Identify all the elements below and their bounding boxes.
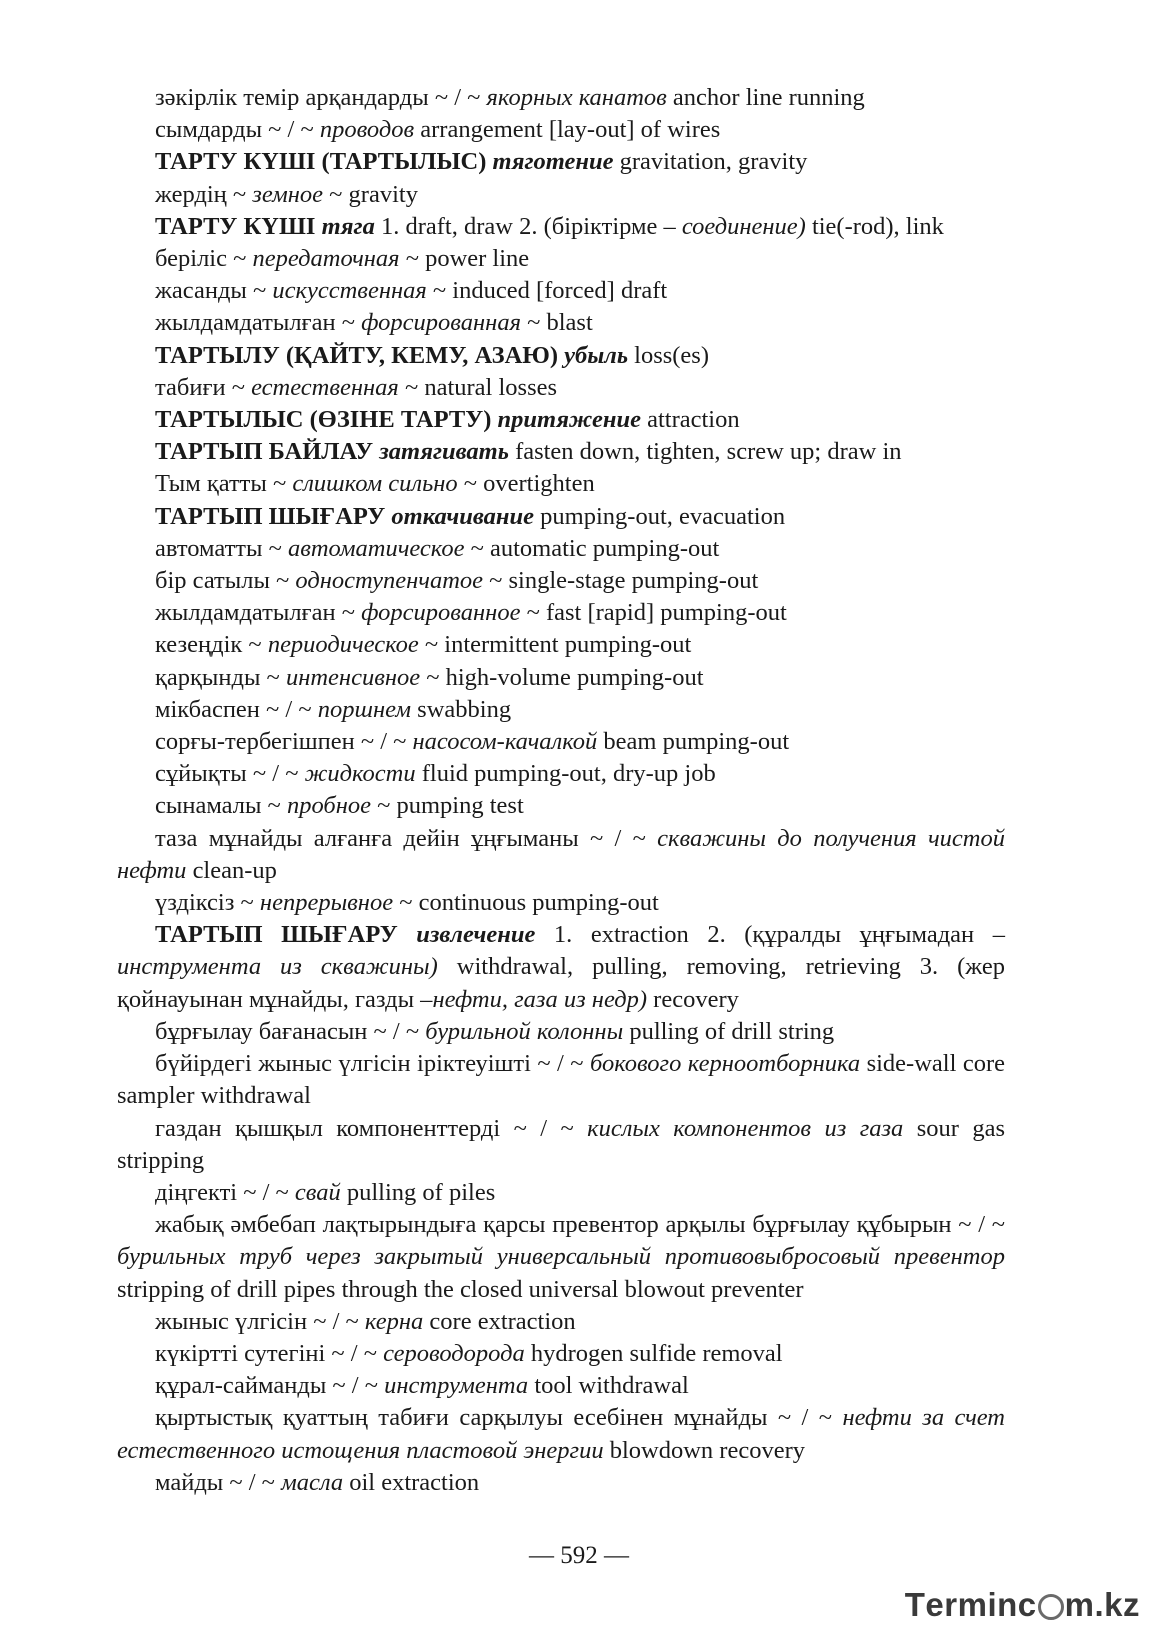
dictionary-entry [117,211,1005,243]
dictionary-entry [117,372,1005,404]
russian-term: форсированное [361,599,521,627]
watermark-text-c: m.kz [1064,1586,1140,1623]
russian-term: керна [364,1307,424,1335]
russian-term: земное [252,180,324,208]
entry-text: oil extraction [343,1468,480,1496]
dictionary-entry [117,823,1005,887]
dictionary-entry [117,1467,1005,1499]
dictionary-entry [117,1338,1005,1370]
termincom-watermark [905,1586,1140,1624]
headword-text: откачивание [391,502,535,530]
entry-text: recovery [647,985,739,1013]
entry-text: құрал-сайманды ~ / ~ [155,1372,385,1400]
entry-text: сұйықты ~ / ~ [155,760,305,788]
headword-text: извлечение [416,921,536,949]
dictionary-entry [117,1177,1005,1209]
entry-text: tie(-rod), link [805,212,944,240]
entry-text: қарқынды ~ [155,663,286,691]
russian-term: бурильных труб через закрытый универсальный противовыбросовый превентор [117,1243,1005,1271]
dictionary-entry [117,919,1005,1016]
entry-text: сорғы-тербегішпен ~ / ~ [155,728,413,756]
russian-term: слишком сильно [292,470,458,498]
entry-text: автоматты ~ [155,534,288,562]
watermark-text-a: T [904,1586,926,1623]
entry-text: side-wall core sampler withdrawal [117,1050,1005,1110]
entry-text: fluid pumping-out, dry-up job [415,760,716,788]
entry-text: күкіртті сутегіні ~ / ~ [155,1339,384,1367]
headword-text: притяжение [497,406,641,434]
entry-text: 1. draft, draw 2. (біріктірме – [374,212,682,240]
headword-text: ТАРТЫП ШЫҒАРУ [155,921,417,949]
entry-text: ~ overtighten [457,470,595,498]
dictionary-entry [117,307,1005,339]
dictionary-entry [117,179,1005,211]
entry-text: үздіксіз ~ [155,889,260,917]
entry-text: pumping-out, evacuation [534,502,786,530]
headword-text: ТАРТЫЛУ (ҚАЙТУ, КЕМУ, АЗАЮ) [155,341,565,369]
entry-text: pulling of drill string [623,1017,835,1045]
entry-text: Тым қатты ~ [155,470,293,498]
russian-term: бокового керноотборника [589,1050,861,1078]
headword-text: затягивать [379,438,509,466]
entry-text: attraction [640,406,740,434]
russian-term: масла [281,1468,344,1496]
dictionary-entry [117,565,1005,597]
headword-text: ТАРТЫП ШЫҒАРУ [155,502,392,530]
entry-text: майды ~ / ~ [155,1468,282,1496]
entry-text: зәкірлік темір арқандарды ~ / ~ [155,84,487,111]
entry-text: 1. extraction 2. (құралды ұңғымадан – [535,921,1005,949]
entry-text: ~ blast [520,309,593,337]
dictionary-entry [117,790,1005,822]
entry-text: ~ natural losses [398,373,558,401]
headword-text: ТАРТЫЛЫС (ӨЗІНЕ ТАРТУ) [155,406,498,434]
entry-text: ~ power line [399,245,530,273]
entry-text: кезеңдік ~ [155,631,268,659]
russian-term: насосом-качалкой [412,728,598,756]
dictionary-entry [117,275,1005,307]
russian-term: пробное [286,792,371,820]
entry-text: сымдарды ~ / ~ [155,116,320,144]
dictionary-entries [117,82,1005,1499]
entry-text: ~ pumping test [370,792,524,820]
russian-term: естественная [251,373,399,401]
russian-term: периодическое [267,631,419,659]
headword-text: ТАРТУ КҮШІ [155,212,322,240]
dictionary-entry [117,533,1005,565]
headword-text: ТАРТЫП БАЙЛАУ [155,438,380,466]
entry-text: hydrogen sulfide removal [524,1339,783,1367]
russian-term: инструмента [384,1372,529,1400]
russian-term: нефти, газа из недр) [432,985,648,1013]
dictionary-entry [117,758,1005,790]
dictionary-entry [117,340,1005,372]
dictionary-entry [117,501,1005,533]
russian-term: автоматическое [287,534,465,562]
dictionary-entry [117,1209,1005,1306]
entry-text: ~ gravity [323,180,418,208]
dictionary-entry [117,1402,1005,1466]
russian-term: передаточная [252,245,400,273]
entry-text: жылдамдатылған ~ [155,309,362,337]
entry-text: ~ high-volume pumping-out [420,663,704,691]
dictionary-entry [117,662,1005,694]
entry-text: жасанды ~ [155,277,273,305]
russian-term: интенсивное [285,663,421,691]
entry-text: жабық әмбебап лақтырындыға қарсы превентор арқылы бұрғылау құбырын ~ / ~ [155,1211,1005,1239]
entry-text: жердің ~ [155,180,253,208]
headword-text: тяга [321,212,375,240]
russian-term: якорных канатов [486,84,667,111]
page-number: — 592 — [529,1542,629,1569]
entry-text: fasten down, tighten, screw up; draw in [508,438,902,466]
dictionary-entry [117,436,1005,468]
entry-text: жыныс үлгісін ~ / ~ [155,1307,365,1335]
dictionary-entry [117,629,1005,661]
dictionary-entry [117,243,1005,275]
entry-text: stripping of drill pipes through the closed universal blowout preventer [117,1275,804,1303]
russian-term: поршнем [317,695,412,723]
dictionary-entry [117,1306,1005,1338]
russian-term: соединение) [681,212,806,240]
russian-term: свай [294,1178,341,1206]
entry-text: blowdown recovery [603,1436,805,1464]
entry-text: arrangement [lay-out] of wires [414,116,721,144]
dictionary-entry [117,1370,1005,1402]
entry-text: діңгекті ~ / ~ [155,1178,295,1206]
dictionary-entry [117,1016,1005,1048]
russian-term: инструмента из скважины) [117,953,438,981]
entry-text: ~ fast [rapid] pumping-out [520,599,787,627]
entry-text: ~ intermittent pumping-out [418,631,692,659]
dictionary-entry [117,114,1005,146]
russian-term: одноступенчатое [295,567,484,595]
dictionary-entry [117,1048,1005,1112]
russian-term: скважины до получения чистой нефти [117,824,1005,884]
entry-text: gravitation, gravity [613,148,808,176]
entry-text: беріліс ~ [155,245,253,273]
entry-text: beam pumping-out [597,728,790,756]
entry-text: pulling of piles [340,1178,496,1206]
russian-term: жидкости [304,760,416,788]
russian-term: искусственная [272,277,427,305]
dictionary-entry [117,468,1005,500]
entry-text: ~ induced [forced] draft [426,277,668,305]
dictionary-entry [117,1113,1005,1177]
entry-text: ~ automatic pumping-out [464,534,720,562]
entry-text: withdrawal, pulling, removing, retrieving 3. (жер қойнауынан мұнайды, газды – [117,953,1006,1013]
entry-text: бұрғылау бағанасын ~ / ~ [155,1017,426,1045]
dictionary-entry [117,726,1005,758]
entry-text: бүйірдегі жыныс үлгісін іріктеуішті ~ / ~ [155,1050,590,1078]
entry-text: ~ continuous pumping-out [393,889,659,917]
entry-text: tool withdrawal [528,1372,689,1400]
russian-term: проводов [319,116,415,144]
entry-text: core extraction [423,1307,576,1335]
dictionary-entry [117,82,1005,114]
entry-text: табиғи ~ [155,373,252,401]
dictionary-entry [117,694,1005,726]
headword-text: убыль [564,341,629,369]
entry-text: сынамалы ~ [155,792,287,820]
entry-text: swabbing [411,695,512,723]
dictionary-entry [117,887,1005,919]
russian-term: непрерывное [259,889,394,917]
russian-term: кислых компонентов из газа [587,1114,904,1142]
entry-text: қыртыстық қуаттың табиғи сарқылуы есебінен мұнайды ~ / ~ [155,1404,843,1432]
entry-text: sour gas stripping [117,1114,1005,1174]
headword-text: ТАРТУ КҮШІ (ТАРТЫЛЫС) [155,148,493,176]
entry-text: anchor line running [666,84,865,111]
dictionary-entry [117,146,1005,178]
russian-term: нефти за счет естественного истощения пластовой энергии [117,1404,1005,1464]
magnifier-icon [1038,1594,1064,1620]
headword-text: тяготение [492,148,614,176]
entry-text: clean-up [186,856,277,884]
entry-text: мікбаспен ~ / ~ [155,695,318,723]
entry-text: бір сатылы ~ [155,567,296,595]
dictionary-entry [117,597,1005,629]
watermark-text-b: erminc [925,1586,1037,1623]
entry-text: ~ single-stage pumping-out [483,567,759,595]
entry-text: loss(es) [628,341,709,369]
entry-text: жылдамдатылған ~ [155,599,362,627]
russian-term: форсированная [361,309,521,337]
entry-text: таза мұнайды алғанға дейін ұңғыманы ~ / ~ [155,824,658,852]
russian-term: бурильной колонны [425,1017,624,1045]
russian-term: сероводорода [383,1339,525,1367]
dictionary-entry [117,404,1005,436]
entry-text: газдан қышқыл компоненттерді ~ / ~ [155,1114,588,1142]
